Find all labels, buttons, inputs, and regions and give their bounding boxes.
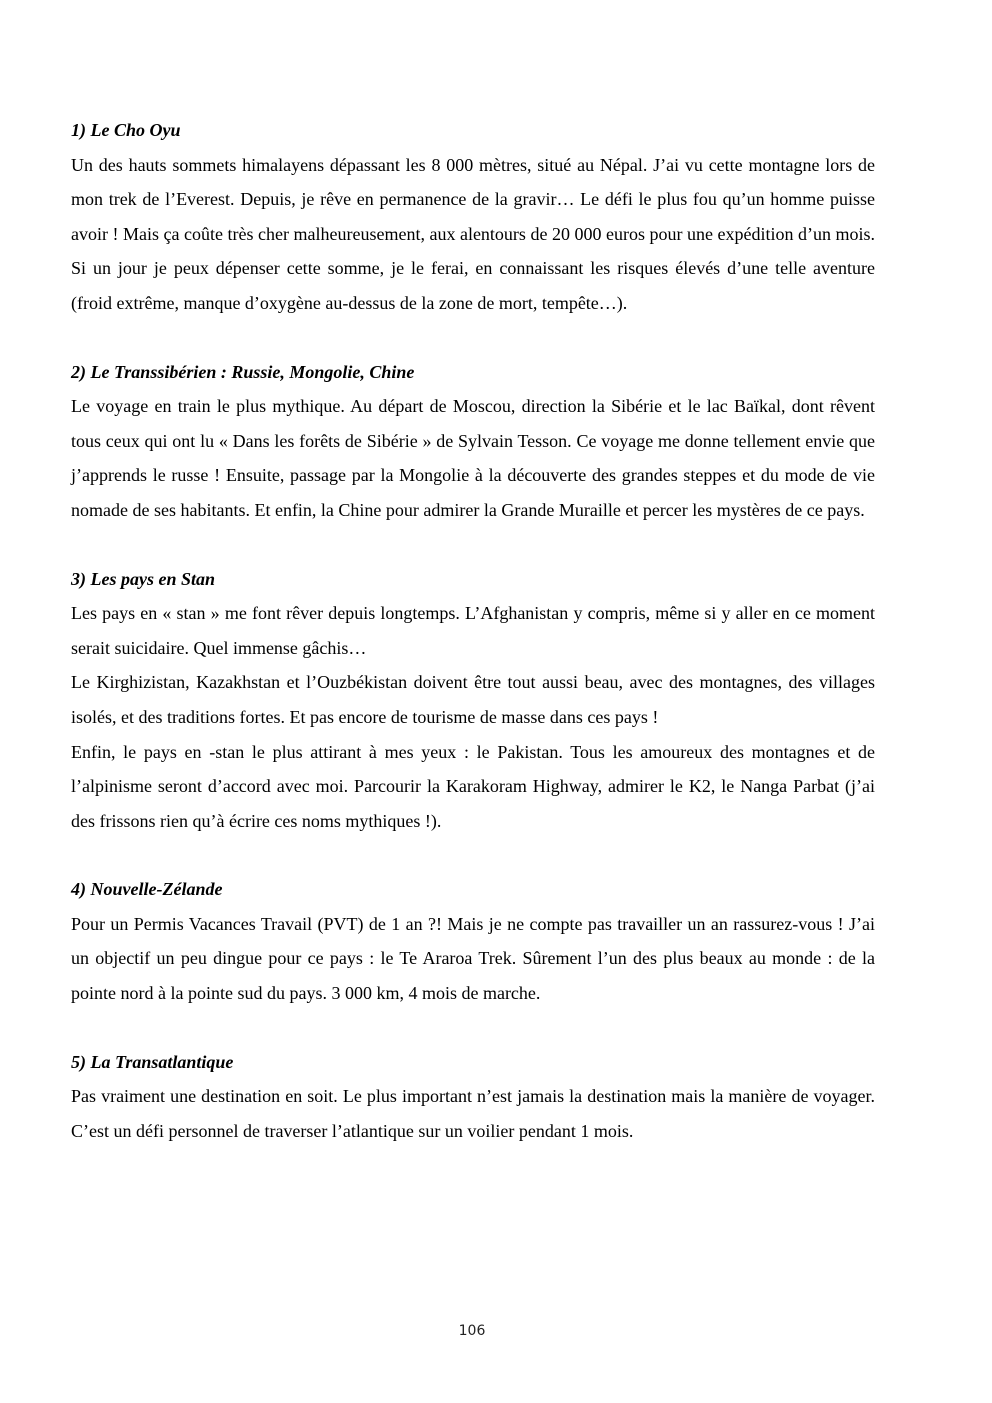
paragraph: Les pays en « stan » me font rêver depuis longtemps. L’Afghanistan y compris, même si y aller en ce moment serait suicidaire. Quel immense gâchis… (71, 603, 875, 658)
section-title: 1) Le Cho Oyu (71, 120, 181, 140)
section-nouvelle-zelande (71, 872, 875, 1010)
paragraph: Pas vraiment une destination en soit. Le plus important n’est jamais la destination mais la manière de voyager. C’est un défi personnel de traverser l’atlantique sur un voilier pendant 1 mois. (71, 1086, 875, 1141)
section-title: 3) Les pays en Stan (71, 568, 215, 589)
document-page (71, 113, 875, 1182)
paragraph: Enfin, le pays en -stan le plus attirant à mes yeux : le Pakistan. Tous les amoureux des montagnes et de l’alpinisme seront d’accord avec moi. Parcourir la Karakoram Highway, admirer le K2, le Nanga Parbat (j’ai des frissons rien qu’à écrire ces noms mythiques !). (71, 741, 875, 831)
paragraph: Le voyage en train le plus mythique. Au départ de Moscou, direction la Sibérie et le lac Baïkal, dont rêvent tous ceux qui ont lu « Dans les forêts de Sibérie » de Sylvain Tesson. Ce voyage me donne tellement envie que j’apprends le russe ! Ensuite, passage par la Mongolie à la découverte des grandes steppes et du mode de vie nomade de ses habitants. Et enfin, la Chine pour admirer la Grande Muraille et percer les mystères de ce pays. (71, 396, 875, 520)
section-cho-oyu (71, 113, 875, 321)
section-pays-en-stan (71, 562, 875, 839)
paragraph: Un des hauts sommets himalayens dépassant les 8 000 mètres, situé au Népal. J’ai vu cette montagne lors de mon trek de l’Everest. Depuis, je rêve en permanence de la gravir… Le défi le plus fou qu’un homme puisse avoir ! Mais ça coûte très cher malheureusement, aux alentours de 20 000 euros pour une expédition d’un mois. Si un jour je peux dépenser cette somme, je le ferai, en connaissant les risques élevés d’une telle aventure (froid extrême, manque d’oxygène au-dessus de la zone de mort, tempête…). (71, 154, 875, 313)
page-number: 106 (458, 1323, 486, 1339)
paragraph: Pour un Permis Vacances Travail (PVT) de 1 an ?! Mais je ne compte pas travailler un an rassurez-vous ! J’ai un objectif un peu dingue pour ce pays : le Te Araroa Trek. Sûrement l’un des plus beaux au monde : de la pointe nord à la pointe sud du pays. 3 000 km, 4 mois de marche. (71, 913, 875, 1004)
section-title: 5) La Transatlantique (71, 1051, 234, 1072)
section-transatlantique (71, 1045, 875, 1149)
paragraph: Le Kirghizistan, Kazakhstan et l’Ouzbékistan doivent être tout aussi beau, avec des montagnes, des villages isolés, et des traditions fortes. Et pas encore de tourisme de masse dans ces pays ! (71, 672, 875, 727)
section-transsiberien (71, 355, 875, 528)
section-title: 2) Le Transsibérien : Russie, Mongolie, Chine (71, 361, 415, 382)
section-title: 4) Nouvelle-Zélande (71, 879, 223, 900)
